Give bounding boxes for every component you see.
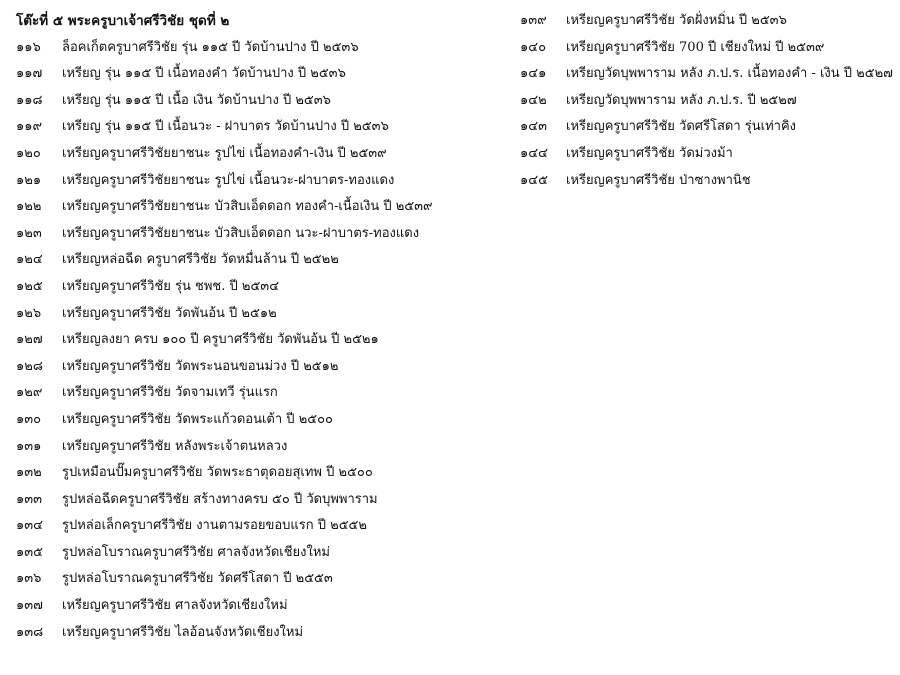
list-item: [16, 327, 486, 354]
item-description: รูปหล่อโบราณครูบาศรีวิชัย ศาลจังหวัดเชียงใหม่: [62, 544, 331, 560]
item-description: เหรียญ รุ่น ๑๑๕ ปี เนื้อทองคำ วัดบ้านปาง ปี ๒๕๓๖: [62, 66, 346, 82]
item-number: ๑๒๑: [16, 172, 42, 188]
item-description: เหรียญลงยา ครบ ๑๐๐ ปี ครูบาศรีวิชัย วัดพันอ้น ปี ๒๕๒๑: [62, 332, 379, 348]
list-item: [16, 407, 486, 434]
list-item: [16, 620, 486, 647]
list-item: [16, 114, 486, 141]
item-number: ๑๒๖: [16, 305, 42, 321]
item-description: เหรียญครูบาศรีวิชัย รุ่น ชพช. ปี ๒๕๓๔: [62, 278, 280, 294]
item-number: ๑๔๔: [520, 145, 548, 161]
item-number: ๑๓๙: [520, 13, 547, 28]
item-number: ๑๓๓: [16, 491, 43, 507]
item-description: เหรียญครูบาศรีวิชัย ศาลจังหวัดเชียงใหม่: [62, 598, 288, 614]
item-description: เหรียญครูบาศรีวิชัย วัดศรีโสดา รุ่นเท่าคิง: [566, 119, 797, 135]
item-number: ๑๒๘: [16, 358, 43, 374]
item-description: เหรียญครูบาศรีวิชัยยาชนะ รูปไข่ เนื้อทองคำ-เงิน ปี ๒๕๓๙: [62, 145, 387, 161]
item-description: เหรียญ รุ่น ๑๑๕ ปี เนื้อนวะ - ฝาบาตร วัดบ้านปาง ปี ๒๕๓๖: [62, 119, 389, 135]
item-description: ล็อคเก็ตครูบาศรีวิชัย รุ่น ๑๑๕ ปี วัดบ้านปาง ปี ๒๕๓๖: [62, 39, 359, 55]
list-item: [16, 301, 486, 328]
item-number: ๑๓๗: [16, 598, 43, 614]
item-number: ๑๒๙: [16, 385, 43, 401]
item-number: ๑๑๗: [16, 66, 43, 82]
item-description: รูปหล่อเล็กครูบาศรีวิชัย งานตามรอยขอบแรก ปี ๒๕๕๒: [62, 518, 367, 534]
item-description: เหรียญครูบาศรีวิชัย 700 ปี เชียงใหม่ ปี ๒๕๓๙: [566, 39, 825, 55]
list-item: [16, 88, 486, 115]
item-description: เหรียญครูบาศรีวิชัย ป่าซางพานิช: [566, 172, 751, 188]
list-item: [16, 61, 486, 88]
item-description: เหรียญครูบาศรีวิชัย วัดพระแก้วดอนเต้า ปี ๒๕๐๐: [62, 411, 333, 427]
item-number: ๑๔๐: [520, 39, 547, 55]
item-number: ๑๓๕: [16, 544, 43, 560]
item-number: ๑๒๗: [16, 332, 43, 348]
item-number: ๑๒๓: [16, 225, 42, 241]
list-item: [16, 35, 486, 62]
item-description: เหรียญครูบาศรีวิชัย วัดม่วงม้า: [566, 145, 733, 161]
item-number: ๑๓๒: [16, 465, 42, 481]
item-number: ๑๓๔: [16, 518, 43, 534]
item-description: เหรียญครูบาศรีวิชัยยาชนะ บัวสิบเอ็ดดอก ทองคำ-เนื้อเงิน ปี ๒๕๓๙: [62, 199, 433, 215]
list-item: [16, 513, 486, 540]
item-number: ๑๓๘: [16, 624, 44, 640]
list-item: [16, 141, 486, 168]
item-number: ๑๔๑: [520, 66, 547, 82]
item-description: เหรียญหล่อฉีด ครูบาศรีวิชัย วัดหมื่นล้าน ปี ๒๕๒๒: [62, 252, 339, 268]
item-description: รูปเหมือนปั๊มครูบาศรีวิชัย วัดพระธาตุดอยสุเทพ ปี ๒๕๐๐: [62, 465, 373, 481]
item-number: ๑๔๓: [520, 119, 547, 135]
left-column: [16, 8, 486, 646]
item-description: เหรียญวัดบุพพาราม หลัง ภ.ป.ร. เนื้อทองคำ - เงิน ปี ๒๕๒๗: [566, 66, 893, 82]
item-description: รูปหล่อฉีดครูบาศรีวิชัย สร้างทางครบ ๕๐ ปี วัดบุพพาราม: [62, 491, 378, 507]
item-description: เหรียญครูบาศรีวิชัย วัดฝั่งหมิ่น ปี ๒๕๓๖: [566, 13, 787, 28]
item-description: เหรียญครูบาศรีวิชัย หลังพระเจ้าตนหลวง: [62, 438, 288, 454]
item-number: ๑๓๖: [16, 571, 42, 587]
list-item: [520, 35, 890, 62]
list-item: [16, 221, 486, 248]
list-item: [16, 434, 486, 461]
list-item: [16, 247, 486, 274]
item-number: ๑๒๕: [16, 278, 43, 294]
item-description: เหรียญครูบาศรีวิชัย วัดจามเทวี รุ่นแรก: [62, 385, 278, 401]
item-description: เหรียญครูบาศรีวิชัยยาชนะ รูปไข่ เนื้อนวะ-ฝาบาตร-ทองแดง: [62, 172, 395, 188]
list-item: [16, 593, 486, 620]
section-heading: โต๊ะที่ ๕ พระครูบาเจ้าศรีวิชัย ชุดที่ ๒: [16, 13, 230, 29]
list-item: [16, 274, 486, 301]
item-description: เหรียญครูบาศรีวิชัย วัดพระนอนขอนม่วง ปี ๒๕๑๒: [62, 358, 339, 374]
item-number: ๑๔๕: [520, 172, 548, 188]
item-number: ๑๑๘: [16, 92, 43, 108]
item-description: เหรียญครูบาศรีวิชัยยาชนะ บัวสิบเอ็ดดอก นวะ-ฝาบาตร-ทองแดง: [62, 225, 420, 241]
item-number: ๑๓๐: [16, 411, 42, 427]
list-item: [16, 566, 486, 593]
item-number: ๑๔๒: [520, 92, 547, 108]
list-item: [16, 380, 486, 407]
list-item: [520, 114, 890, 141]
item-number: ๑๒๔: [16, 252, 43, 268]
right-item-list: [520, 8, 893, 194]
item-description: เหรียญครูบาศรีวิชัย วัดพันอ้น ปี ๒๕๑๒: [62, 305, 277, 321]
list-item: [16, 194, 486, 221]
item-description: รูปหล่อโบราณครูบาศรีวิชัย วัดศรีโสดา ปี ๒๕๕๓: [62, 571, 333, 587]
right-column: [520, 8, 893, 194]
item-description: เหรียญครูบาศรีวิชัย ไลอ้อนจังหวัดเชียงใหม่: [62, 624, 304, 640]
list-item: [16, 487, 486, 514]
list-item: [520, 8, 890, 35]
item-number: ๑๒๐: [16, 145, 41, 161]
item-number: ๑๒๒: [16, 199, 42, 215]
list-item: [16, 168, 486, 195]
list-item: [520, 168, 890, 195]
item-number: ๑๓๑: [16, 438, 42, 454]
list-item: [16, 460, 486, 487]
list-item: [520, 88, 890, 115]
list-item: [520, 61, 893, 88]
list-item: [520, 141, 890, 168]
item-description: เหรียญ รุ่น ๑๑๕ ปี เนื้อ เงิน วัดบ้านปาง ปี ๒๕๓๖: [62, 92, 331, 108]
list-item: [16, 540, 486, 567]
item-number: ๑๑๖: [16, 39, 41, 55]
left-item-list: [16, 35, 486, 647]
item-description: เหรียญวัดบุพพาราม หลัง ภ.ป.ร. ปี ๒๕๒๗: [566, 92, 797, 108]
list-item: [16, 354, 486, 381]
item-number: ๑๑๙: [16, 119, 43, 135]
